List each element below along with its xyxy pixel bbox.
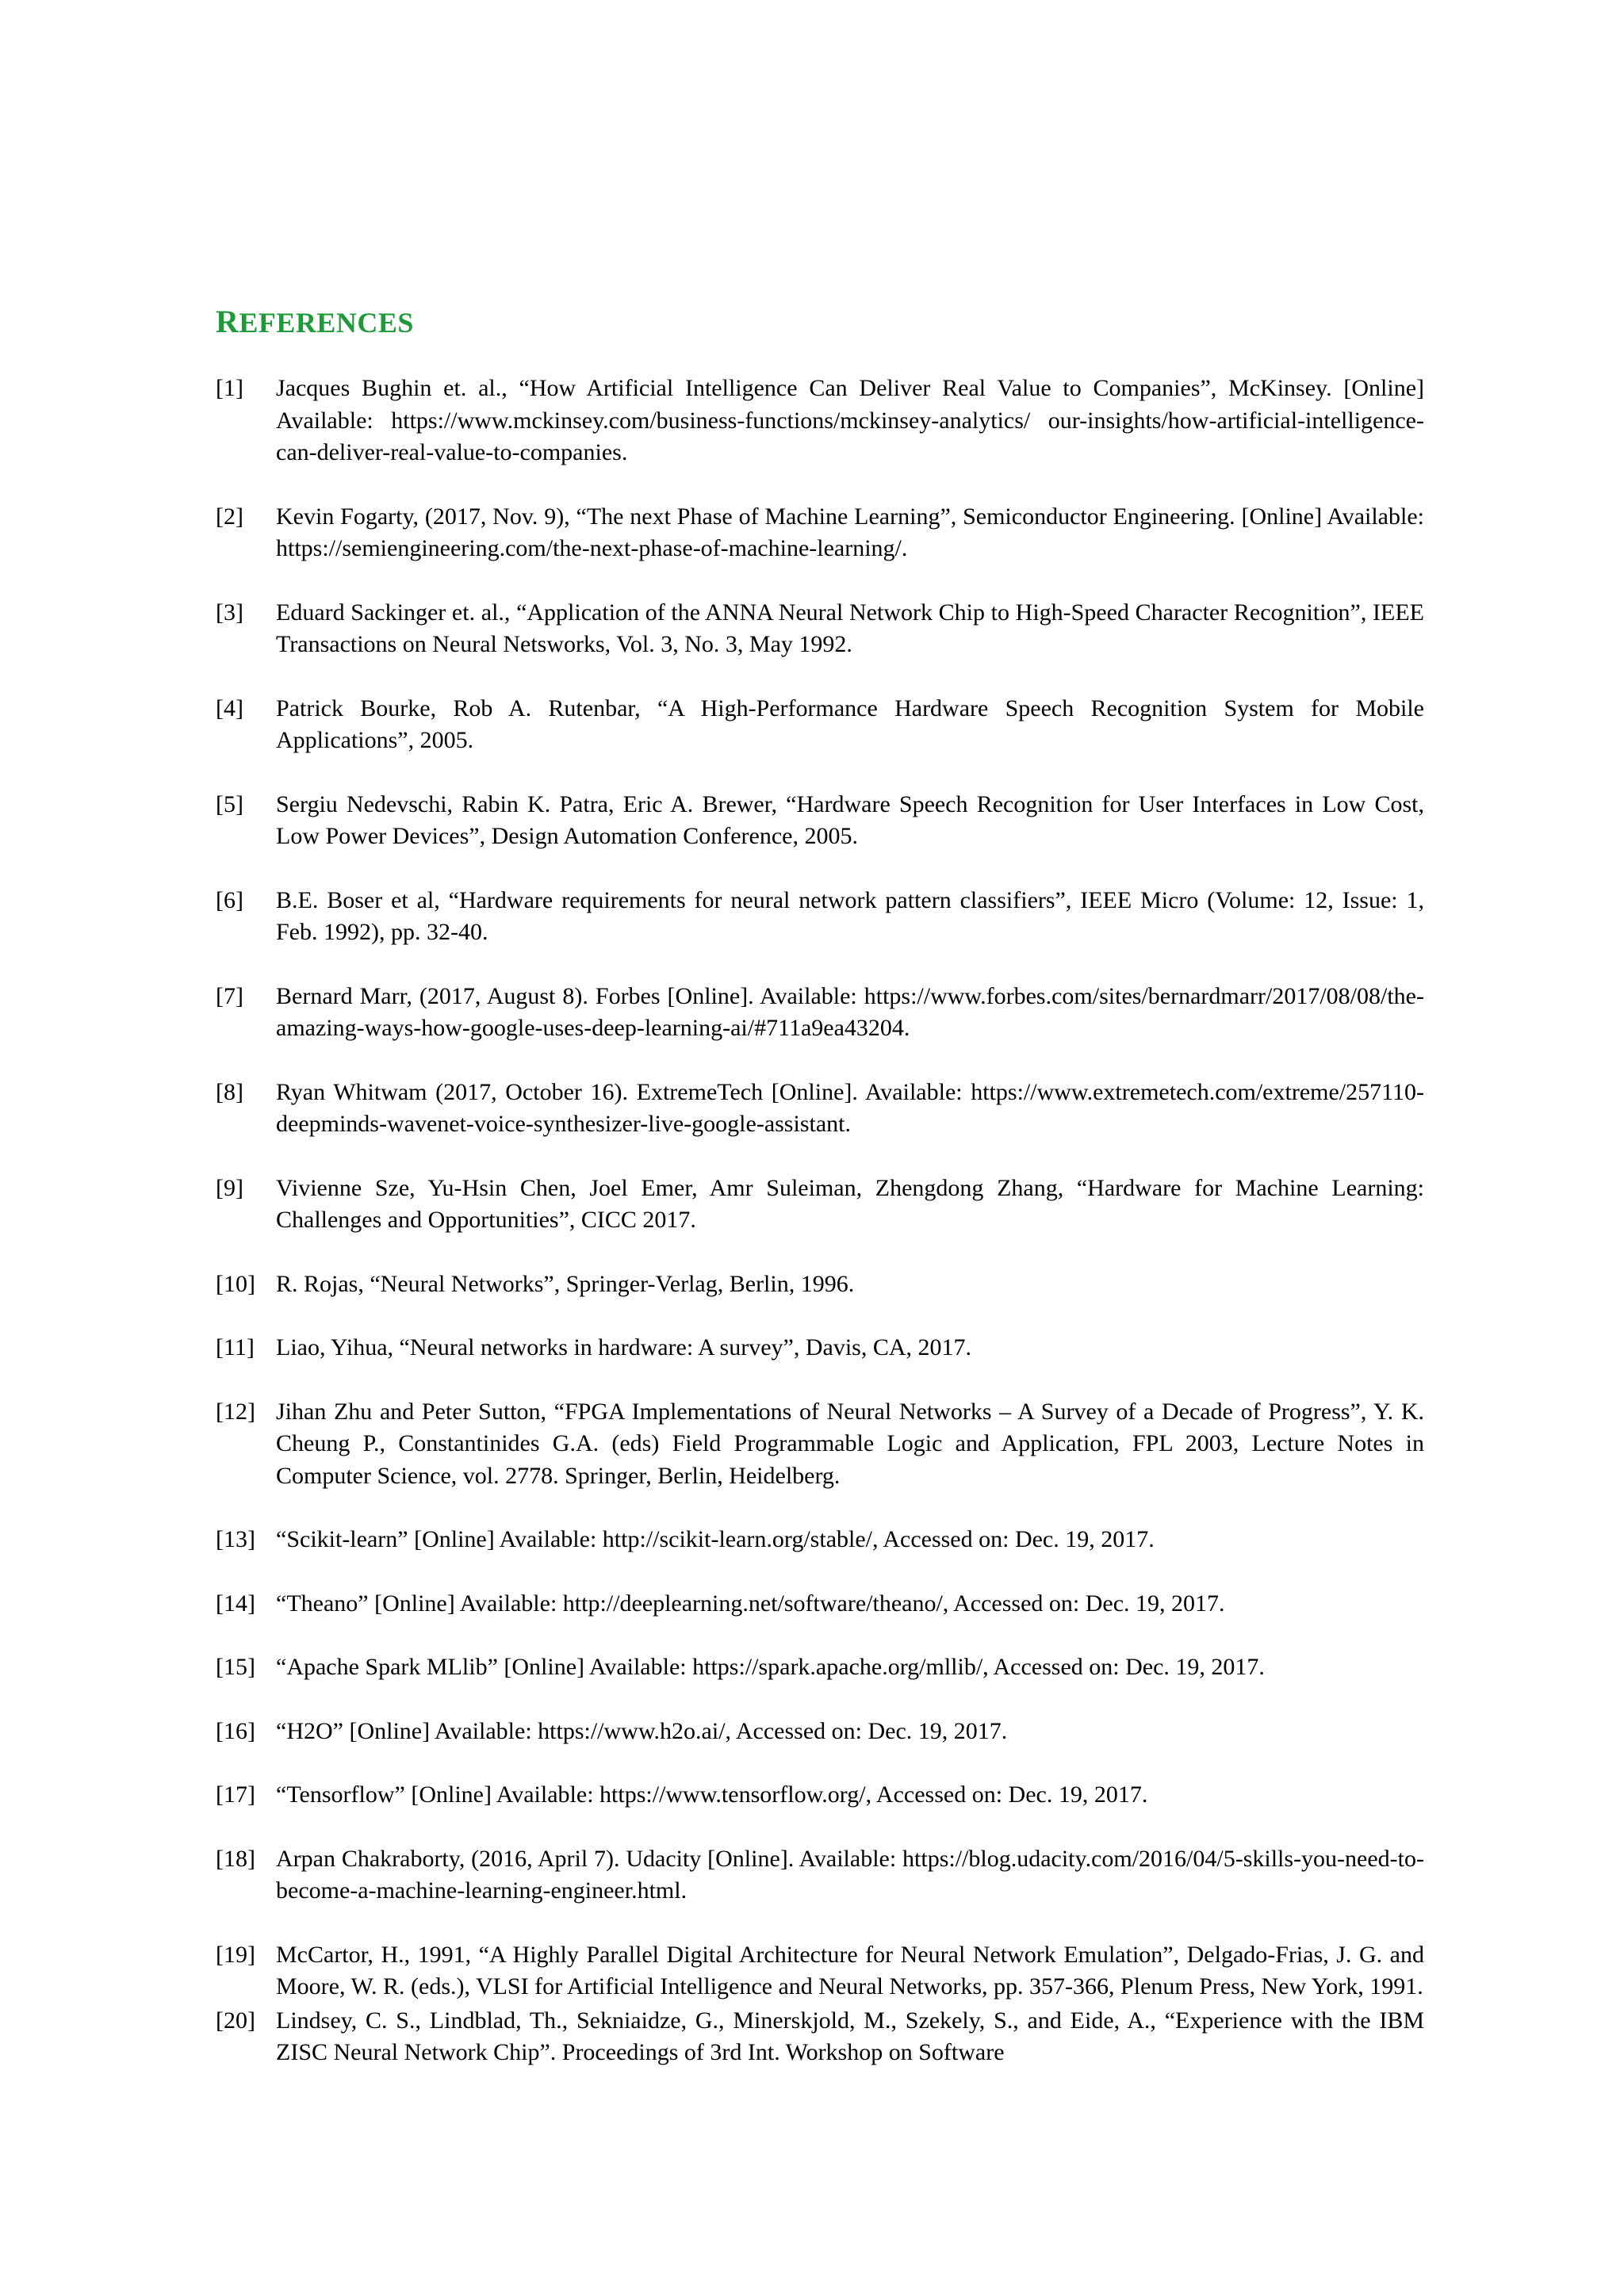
reference-number: [7] [216, 982, 243, 1009]
reference-item [216, 1173, 1424, 1237]
reference-number: [18] [216, 1845, 255, 1872]
reference-text: Liao, Yihua, “Neural networks in hardware: A survey”, Davis, CA, 2017. [276, 1334, 972, 1360]
reference-text: Bernard Marr, (2017, August 8). Forbes [Online]. Available: https://www.forbes.com/sites/bernardmarr/2017/08/08/the-amazing-ways-how-google-uses-deep-learning-ai/#711a9ea43204. [276, 982, 1424, 1041]
reference-item [216, 1779, 1424, 1812]
reference-number: [3] [216, 599, 243, 626]
reference-text: Ryan Whitwam (2017, October 16). ExtremeTech [Online]. Available: https://www.extremetech.com/extreme/257110-deepminds-wavenet-voice-synthesizer-live-google-assistant. [276, 1078, 1424, 1137]
reference-number: [14] [216, 1590, 255, 1617]
reference-text: Patrick Bourke, Rob A. Rutenbar, “A High-Performance Hardware Speech Recognition System for Mobile Applications”, 2005. [276, 695, 1424, 753]
reference-text: Vivienne Sze, Yu-Hsin Chen, Joel Emer, Amr Suleiman, Zhengdong Zhang, “Hardware for Machine Learning: Challenges and Opportunities”, CICC 2017. [276, 1174, 1424, 1233]
reference-text: Kevin Fogarty, (2017, Nov. 9), “The next Phase of Machine Learning”, Semiconductor Engineering. [Online] Available: https://semiengineering.com/the-next-phase-of-machine-learning/. [276, 503, 1424, 561]
references-heading [216, 303, 414, 342]
reference-number: [2] [216, 503, 243, 530]
reference-number: [20] [216, 2007, 255, 2034]
reference-number: [13] [216, 1526, 255, 1552]
reference-text: “Apache Spark MLlib” [Online] Available: https://spark.apache.org/mllib/, Accessed on: Dec. 19, 2017. [276, 1654, 1265, 1680]
reference-item [216, 597, 1424, 661]
reference-number: [9] [216, 1174, 243, 1201]
reference-item [216, 1077, 1424, 1141]
reference-item [216, 1843, 1424, 1908]
reference-text: Sergiu Nedevschi, Rabin K. Patra, Eric A. Brewer, “Hardware Speech Recognition for User Interfaces in Low Cost, Low Power Devices”, Design Automation Conference, 2005. [276, 790, 1424, 849]
reference-text: “Scikit-learn” [Online] Available: http://scikit-learn.org/stable/, Accessed on: Dec. 19, 2017. [276, 1526, 1155, 1552]
reference-number: [17] [216, 1781, 255, 1808]
reference-item [216, 693, 1424, 757]
reference-item [216, 501, 1424, 565]
reference-item [216, 1651, 1424, 1684]
reference-item [216, 981, 1424, 1045]
reference-item [216, 789, 1424, 853]
reference-item [216, 2005, 1424, 2069]
reference-item [216, 885, 1424, 949]
reference-item [216, 1939, 1424, 2003]
heading-rest: EFERENCES [239, 307, 414, 339]
reference-text: “H2O” [Online] Available: https://www.h2o.ai/, Accessed on: Dec. 19, 2017. [276, 1717, 1008, 1744]
reference-number: [16] [216, 1717, 255, 1744]
heading-initial: R [216, 304, 239, 339]
reference-number: [5] [216, 790, 243, 817]
reference-item [216, 1269, 1424, 1301]
reference-text: Arpan Chakraborty, (2016, April 7). Udacity [Online]. Available: https://blog.udacity.com/2016/04/5-skills-you-need-to-become-a-machine-learning-engineer.html. [276, 1845, 1424, 1904]
reference-text: McCartor, H., 1991, “A Highly Parallel Digital Architecture for Neural Network Emulation”, Delgado-Frias, J. G. and Moore, W. R. (eds.), VLSI for Artificial Intelligence and Neural Networks, pp. 357-366, Plenum Press, New York, 1991. [276, 1941, 1424, 1999]
reference-number: [11] [216, 1334, 255, 1360]
reference-text: “Tensorflow” [Online] Available: https://www.tensorflow.org/, Accessed on: Dec. 19, 2017. [276, 1781, 1148, 1808]
reference-item [216, 1396, 1424, 1493]
reference-text: Jihan Zhu and Peter Sutton, “FPGA Implementations of Neural Networks – A Survey of a Decade of Progress”, Y. K. Cheung P., Constantinides G.A. (eds) Field Programmable Logic and Application, FPL 2003, Lecture Notes in Computer Science, vol. 2778. Springer, Berlin, Heidelberg. [276, 1398, 1424, 1489]
reference-text: Jacques Bughin et. al., “How Artificial Intelligence Can Deliver Real Value to Companies”, McKinsey. [Online] Available: https://www.mckinsey.com/business-functions/mckinsey-analytics/ our-insights/how-artificial-intelligence-can-deliver-real-value-to-companies. [276, 375, 1424, 465]
reference-item [216, 373, 1424, 469]
reference-item [216, 1716, 1424, 1748]
reference-number: [12] [216, 1398, 255, 1425]
reference-text: R. Rojas, “Neural Networks”, Springer-Verlag, Berlin, 1996. [276, 1270, 855, 1297]
reference-item [216, 1588, 1424, 1621]
reference-number: [19] [216, 1941, 255, 1968]
reference-number: [15] [216, 1654, 255, 1680]
reference-number: [1] [216, 375, 243, 401]
reference-number: [6] [216, 886, 243, 913]
reference-list [216, 373, 1424, 2101]
reference-text: “Theano” [Online] Available: http://deeplearning.net/software/theano/, Accessed on: Dec. 19, 2017. [276, 1590, 1225, 1617]
reference-number: [8] [216, 1078, 243, 1105]
reference-text: B.E. Boser et al, “Hardware requirements for neural network pattern classifiers”, IEEE Micro (Volume: 12, Issue: 1, Feb. 1992), pp. 32-40. [276, 886, 1424, 945]
reference-number: [4] [216, 695, 243, 721]
reference-item [216, 1332, 1424, 1364]
reference-text: Lindsey, C. S., Lindblad, Th., Sekniaidze, G., Minerskjold, M., Szekely, S., and Eide, A., “Experience with the IBM ZISC Neural Network Chip”. Proceedings of 3rd Int. Workshop on Software [276, 2007, 1424, 2065]
reference-text: Eduard Sackinger et. al., “Application of the ANNA Neural Network Chip to High-Speed Character Recognition”, IEEE Transactions on Neural Netsworks, Vol. 3, No. 3, May 1992. [276, 599, 1424, 657]
reference-number: [10] [216, 1270, 255, 1297]
reference-item [216, 1524, 1424, 1556]
